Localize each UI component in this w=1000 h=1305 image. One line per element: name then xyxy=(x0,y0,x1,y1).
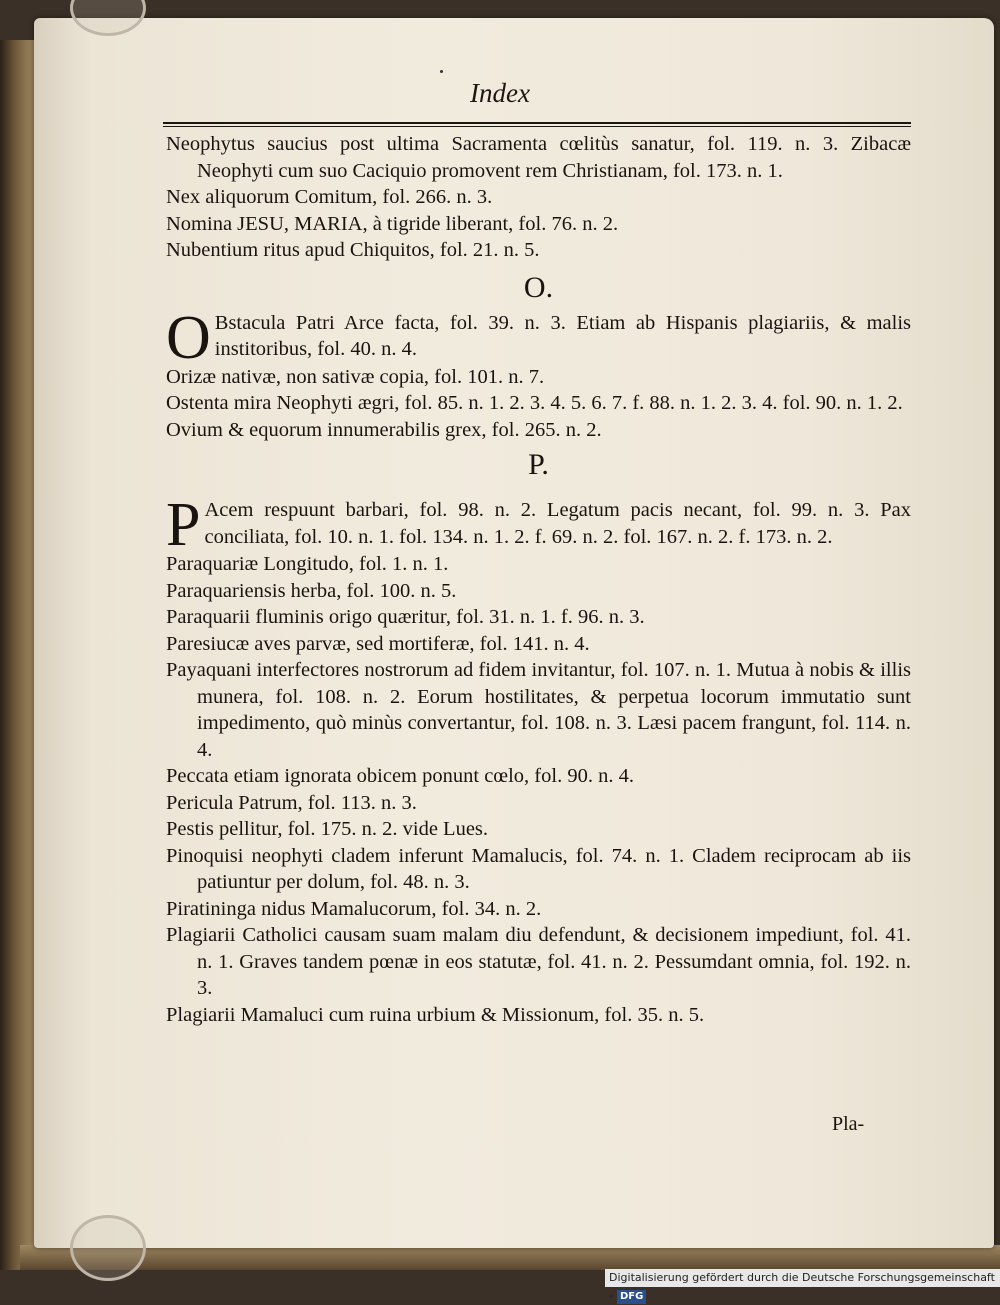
header-rule xyxy=(163,122,911,124)
index-entry: Paraquariæ Longitudo, fol. 1. n. 1. xyxy=(166,553,449,575)
index-entry: Nubentium ritus apud Chiquitos, fol. 21. n. 5. xyxy=(166,239,540,261)
ink-dot xyxy=(440,70,443,73)
index-entry: Pestis pellitur, fol. 175. n. 2. vide Lues. xyxy=(166,818,489,840)
drop-cap-o: O xyxy=(166,303,211,372)
section-letter-p: P. xyxy=(528,448,549,481)
index-content xyxy=(166,131,911,1028)
dfg-footer xyxy=(605,1269,1000,1302)
running-head: Index xyxy=(470,78,530,108)
section-letter-o: O. xyxy=(523,270,554,304)
index-entry-first-p xyxy=(166,491,911,559)
index-entry: Payaquani interfectores nostrorum ad fidem invitantur, fol. 107. n. 1. Mutua à nobis & illis munera, fol. 108. n. 2. Eorum hostilitates, & perpetua locorum immutatio sunt impedimento, quò minùs convertantur, fol. 108. n. 3. Læsi pacem frangunt, fol. 114. n. 4. xyxy=(166,659,911,761)
index-entry-text: Bstacula Patri Arce facta, fol. 39. n. 3. Etiam ab Hispanis plagiariis, & malis institoribus, fol. 40. n. 4. xyxy=(214,311,911,360)
index-entry: Ostenta mira Neophyti ægri, fol. 85. n. 1. 2. 3. 4. 5. 6. 7. f. 88. n. 1. 2. 3. 4. fol. 90. n. 1. 2. xyxy=(166,392,903,414)
drop-cap-p: P xyxy=(166,491,201,559)
index-entry-text: Acem respuunt barbari, fol. 98. n. 2. Legatum pacis necant, fol. 99. n. 3. Pax conciliata, fol. 10. n. 1. fol. 134. n. 1. 2. f. 69. n. 2. fol. 167. n. 2. f. 173. n. 2. xyxy=(204,499,911,548)
index-entry: Nex aliquorum Comitum, fol. 266. n. 3. xyxy=(166,186,493,208)
index-entry: Piratininga nidus Mamalucorum, fol. 34. n. 2. xyxy=(166,897,542,920)
index-entry: Paraquariensis herba, fol. 100. n. 5. xyxy=(166,579,457,602)
index-entry: Orizæ nativæ, non sativæ copia, fol. 101. n. 7. xyxy=(166,365,545,388)
index-entry-first-o xyxy=(166,303,911,372)
header-rule-thin xyxy=(163,126,911,127)
book-edge xyxy=(0,40,36,1270)
index-entry: Peccata etiam ignorata obicem ponunt cœlo, fol. 90. n. 4. xyxy=(166,765,634,787)
catchword: Pla- xyxy=(832,1113,865,1135)
index-entry: Nomina JESU, MARIA, à tigride liberant, fol. 76. n. 2. xyxy=(166,212,619,235)
index-entry: Neophytus saucius post ultima Sacramenta cœlitùs sanatur, fol. 119. n. 3. Zibacæ Neophyti cum suo Caciquio promovent rem Christianam, fol. 173. n. 1. xyxy=(166,133,911,182)
index-entry: Plagiarii Catholici causam suam malam diu defendunt, & decisionem impediunt, fol. 41. n. 1. Graves tandem pœnæ in eos statutæ, fol. 41. n. 2. Pessumdant omnia, fol. 192. n. 3. xyxy=(166,924,911,999)
index-entry: Pinoquisi neophyti cladem inferunt Mamalucis, fol. 74. n. 1. Cladem reciprocam ab iis patiuntur per dolum, fol. 48. n. 3. xyxy=(166,844,911,893)
book-edge-bottom xyxy=(20,1245,1000,1270)
index-entry: Paraquarii fluminis origo quæritur, fol. 31. n. 1. f. 96. n. 3. xyxy=(166,606,645,628)
index-entry: Ovium & equorum innumerabilis grex, fol. 265. n. 2. xyxy=(166,418,602,441)
index-entry: Paresiucæ aves parvæ, sed mortiferæ, fol. 141. n. 4. xyxy=(166,632,590,655)
footer-text: Digitalisierung gefördert durch die Deutsche Forschungsgemeinschaft - xyxy=(609,1271,995,1302)
index-entry: Plagiarii Mamaluci cum ruina urbium & Missionum, fol. 35. n. 5. xyxy=(166,1003,705,1026)
dfg-logo: DFG xyxy=(617,1290,646,1304)
index-entry: Pericula Patrum, fol. 113. n. 3. xyxy=(166,791,417,814)
binding-ring-bottom xyxy=(70,1215,146,1281)
